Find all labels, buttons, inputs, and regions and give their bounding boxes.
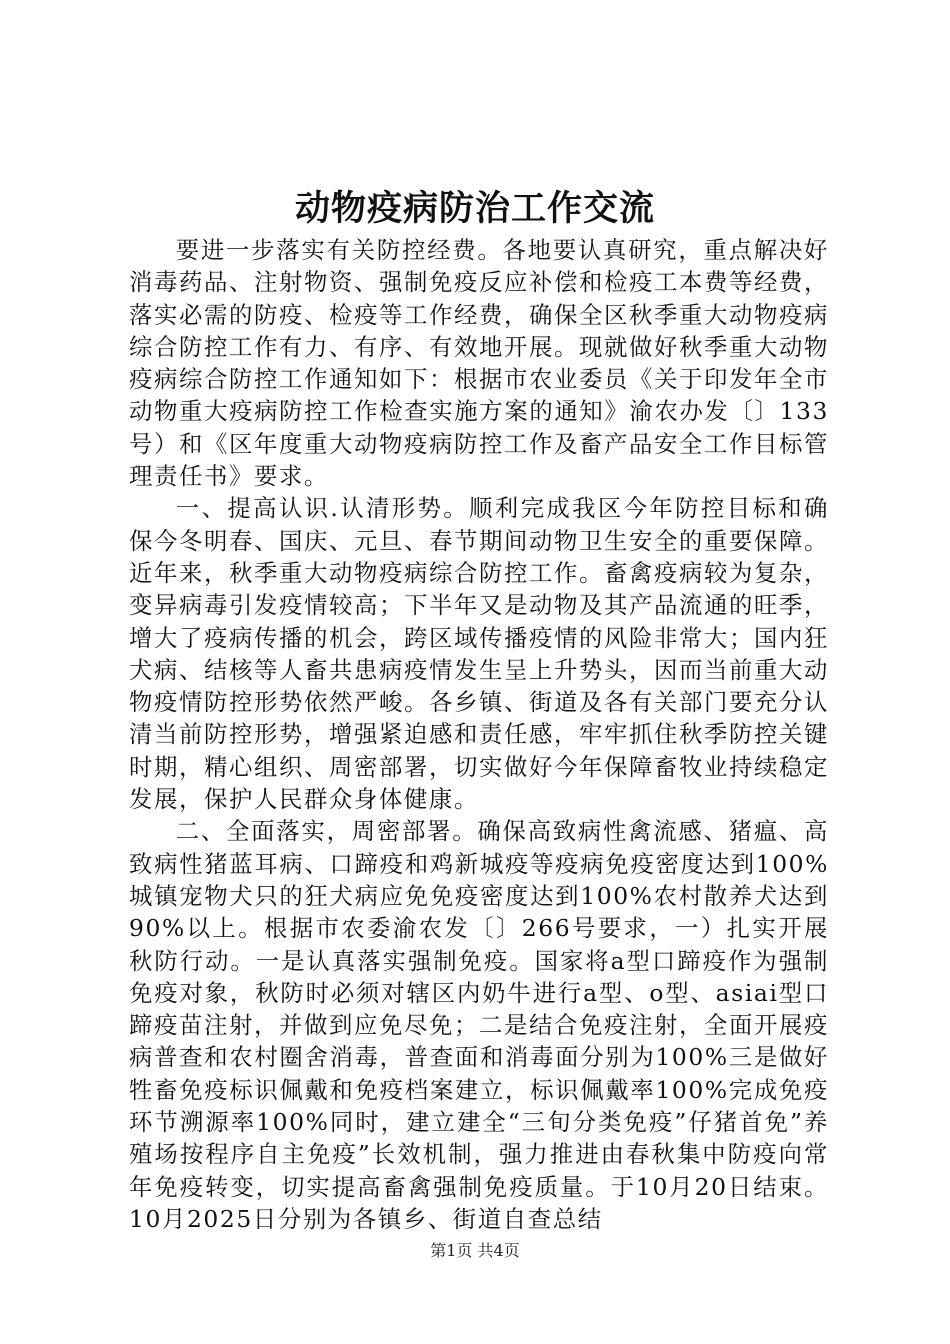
document-body — [129, 234, 829, 1235]
paragraph-funding: 要进一步落实有关防控经费。各地要认真研究，重点解决好消毒药品、注射物资、强制免疫反应补偿和检疫工本费等经费，落实必需的防疫、检疫等工作经费，确保全区秋季重大动物疫病综合防控工作有力、有序、有效地开展。现就做好秋季重大动物疫病综合防控工作通知如下：根据市农业委员《关于印发年全市动物重大疫病防控工作检查实施方案的通知》渝农办发〔〕133号）和《区年度重大动物疫病防控工作及畜产品安全工作目标管理责任书》要求。 — [129, 236, 829, 491]
document-title: 动物疫病防治工作交流 — [294, 189, 655, 229]
page-number: 第1页 共4页 — [430, 1241, 520, 1260]
paragraph-awareness: 一、提高认识.认清形势。顺利完成我区今年防控目标和确保今冬明春、国庆、元旦、春节期间动物卫生安全的重要保障。近年来，秋季重大动物疫病综合防控工作。畜禽疫病较为复杂，变异病毒引发疫情较高；下半年又是动物及其产品流通的旺季，增大了疫病传播的机会，跨区域传播疫情的风险非常大；国内狂犬病、结核等人畜共患病疫情发生呈上升势头，因而当前重大动物疫情防控形势依然严峻。各乡镇、街道及各有关部门要充分认清当前防控形势，增强紧迫感和责任感，牢牢抓住秋季防控关键时期，精心组织、周密部署，切实做好今年保障畜牧业持续稳定发展，保护人民群众身体健康。 — [129, 494, 829, 814]
paragraph-deployment: 二、全面落实，周密部署。确保高致病性禽流感、猪瘟、高致病性猪蓝耳病、口蹄疫和鸡新城疫等疫病免疫密度达到100%城镇宠物犬只的狂犬病应免免疫密度达到100%农村散养犬达到90%以上。根据市农委渝农发〔〕266号要求，一）扎实开展秋防行动。一是认真落实强制免疫。国家将a型口蹄疫作为强制免疫对象，秋防时必须对辖区内奶牛进行a型、o型、asiai型口蹄疫苗注射，并做到应免尽免；二是结合免疫注射，全面开展疫病普查和农村圈舍消毒，普查面和消毒面分别为100%三是做好牲畜免疫标识佩戴和免疫档案建立，标识佩戴率100%完成免疫环节溯源率100%同时，建立建全“三旬分类免疫”仔猪首免”养殖场按程序自主免疫”长效机制，强力推进由春秋集中防疫向常年免疫转变，切实提高畜禽强制免疫质量。于10月20日结束。10月2025日分别为各镇乡、街道自查总结 — [129, 817, 829, 1233]
